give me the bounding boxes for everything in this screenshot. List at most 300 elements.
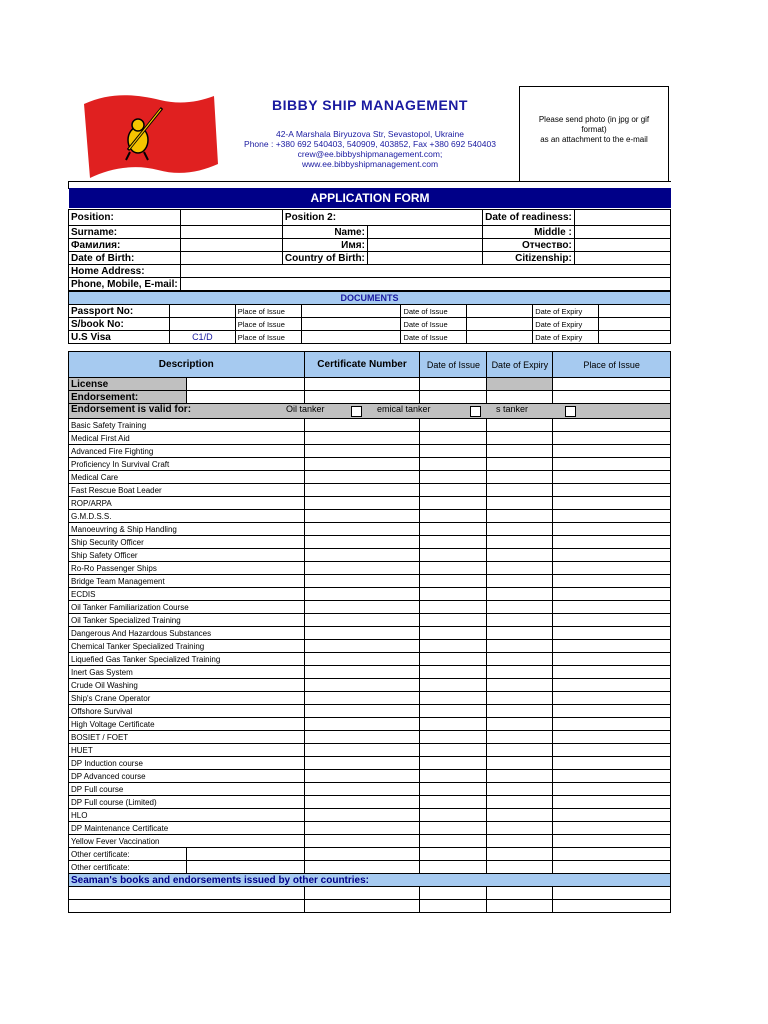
other-certificate-2-place[interactable] — [553, 861, 671, 874]
course-name: Ro-Ro Passenger Ships — [69, 562, 305, 575]
course-doe-input[interactable] — [487, 601, 553, 614]
company-address: 42-A Marshala Biryuzova Str, Sevastopol, Ukraine — [275, 129, 465, 139]
course-doi-input[interactable] — [420, 679, 487, 692]
middle-label: Middle : — [483, 226, 575, 239]
course-number-input[interactable] — [304, 484, 420, 497]
course-doi-input[interactable] — [420, 614, 487, 627]
course-name: DP Full course (Limited) — [69, 796, 305, 809]
course-place-input[interactable] — [553, 562, 671, 575]
other-certificate-1-doi[interactable] — [420, 848, 487, 861]
familiya-label: Фамилия: — [69, 239, 181, 252]
course-place-input[interactable] — [553, 705, 671, 718]
course-doe-input[interactable] — [487, 510, 553, 523]
course-number-input[interactable] — [304, 614, 420, 627]
course-number-input[interactable] — [304, 458, 420, 471]
course-name: DP Full course — [69, 783, 305, 796]
course-doi-input[interactable] — [420, 419, 487, 432]
course-number-input[interactable] — [304, 653, 420, 666]
course-doe-input[interactable] — [487, 640, 553, 653]
course-place-input[interactable] — [553, 614, 671, 627]
course-name: Advanced Fire Fighting — [69, 445, 305, 458]
course-place-input[interactable] — [553, 419, 671, 432]
course-place-input[interactable] — [553, 744, 671, 757]
course-row — [69, 601, 671, 614]
sbook-doe-input[interactable] — [599, 318, 671, 331]
course-place-input[interactable] — [553, 445, 671, 458]
course-name: DP Maintenance Certificate — [69, 822, 305, 835]
course-doe-input[interactable] — [487, 653, 553, 666]
course-doe-input[interactable] — [487, 614, 553, 627]
course-place-input[interactable] — [553, 692, 671, 705]
oil-tanker-label: Oil tanker — [286, 404, 325, 414]
name-input[interactable] — [367, 226, 482, 239]
course-name: DP Induction course — [69, 757, 305, 770]
surname-label: Surname: — [69, 226, 181, 239]
course-number-input[interactable] — [304, 835, 420, 848]
other-certificate-1-place[interactable] — [553, 848, 671, 861]
sbook-place-label: Place of Issue — [235, 318, 301, 331]
visa-type[interactable]: C1/D — [169, 331, 235, 344]
course-name: Basic Safety Training — [69, 419, 305, 432]
course-row — [69, 835, 671, 848]
course-name: Ship Safety Officer — [69, 549, 305, 562]
course-doe-input[interactable] — [487, 731, 553, 744]
date-of-issue-header: Date of Issue — [420, 352, 487, 378]
course-name: Manoeuvring & Ship Handling — [69, 523, 305, 536]
course-place-input[interactable] — [553, 523, 671, 536]
course-place-input[interactable] — [553, 718, 671, 731]
course-row — [69, 718, 671, 731]
course-name: Ship's Crane Operator — [69, 692, 305, 705]
course-number-input[interactable] — [304, 718, 420, 731]
course-row — [69, 731, 671, 744]
course-name: Medical First Aid — [69, 432, 305, 445]
course-number-input[interactable] — [304, 445, 420, 458]
course-doe-input[interactable] — [487, 419, 553, 432]
visa-place-input[interactable] — [301, 331, 401, 344]
other-certificate-2-doe[interactable] — [487, 861, 553, 874]
course-name: Crude Oil Washing — [69, 679, 305, 692]
course-number-input[interactable] — [304, 588, 420, 601]
other-certificate-1-doe[interactable] — [487, 848, 553, 861]
passport-doe-label: Date of Expiry — [533, 305, 599, 318]
endorsement-place-input[interactable] — [553, 391, 671, 404]
course-row — [69, 757, 671, 770]
passport-input[interactable] — [169, 305, 235, 318]
course-name: Oil Tanker Specialized Training — [69, 614, 305, 627]
course-doe-input[interactable] — [487, 835, 553, 848]
license-doe-input[interactable] — [487, 378, 553, 391]
endorsement-label: Endorsement: — [69, 391, 187, 404]
phone-mobile-input[interactable] — [180, 278, 670, 291]
name-label: Name: — [282, 226, 367, 239]
seaman-books-row-2-doe[interactable] — [487, 900, 553, 913]
course-place-input[interactable] — [553, 484, 671, 497]
course-place-input[interactable] — [553, 731, 671, 744]
place-of-issue-header: Place of Issue — [553, 352, 671, 378]
course-place-input[interactable] — [553, 822, 671, 835]
course-doe-input[interactable] — [487, 588, 553, 601]
visa-doe-label: Date of Expiry — [533, 331, 599, 344]
course-doe-input[interactable] — [487, 458, 553, 471]
course-number-input[interactable] — [304, 692, 420, 705]
course-name: Offshore Survival — [69, 705, 305, 718]
photo-note-line1: Please send photo (in jpg or gif — [538, 115, 650, 124]
endorsement-valid-label: Endorsement is valid for: — [71, 404, 192, 415]
otchestvo-input[interactable] — [574, 239, 670, 252]
company-email: crew@ee.bibbyshipmanagement.com; — [297, 149, 443, 159]
course-doi-input[interactable] — [420, 627, 487, 640]
course-place-input[interactable] — [553, 458, 671, 471]
course-number-input[interactable] — [304, 770, 420, 783]
course-number-input[interactable] — [304, 471, 420, 484]
course-row — [69, 445, 671, 458]
course-doe-input[interactable] — [487, 822, 553, 835]
course-row — [69, 497, 671, 510]
seaman-books-row-1-place[interactable] — [553, 887, 671, 900]
documents-section-title: DOCUMENTS — [69, 292, 671, 305]
course-doe-input[interactable] — [487, 484, 553, 497]
course-number-input[interactable] — [304, 783, 420, 796]
endorsement-number-input[interactable] — [304, 391, 420, 404]
course-doi-input[interactable] — [420, 744, 487, 757]
course-row — [69, 614, 671, 627]
license-number-input[interactable] — [304, 378, 420, 391]
other-certificate-2-input[interactable] — [186, 861, 304, 874]
form-title: APPLICATION FORM — [69, 188, 671, 208]
seaman-books-row-1[interactable] — [69, 887, 305, 900]
course-name: G.M.D.S.S. — [69, 510, 305, 523]
sbook-doi-label: Date of Issue — [401, 318, 467, 331]
course-place-input[interactable] — [553, 471, 671, 484]
course-number-input[interactable] — [304, 536, 420, 549]
course-place-input[interactable] — [553, 796, 671, 809]
documents-table — [68, 291, 671, 344]
course-row — [69, 471, 671, 484]
dob-input[interactable] — [180, 252, 282, 265]
course-number-input[interactable] — [304, 796, 420, 809]
certificates-table — [68, 351, 671, 913]
course-number-input[interactable] — [304, 419, 420, 432]
course-number-input[interactable] — [304, 822, 420, 835]
imya-label: Имя: — [282, 239, 367, 252]
course-row — [69, 770, 671, 783]
course-place-input[interactable] — [553, 679, 671, 692]
course-doi-input[interactable] — [420, 510, 487, 523]
course-place-input[interactable] — [553, 536, 671, 549]
course-doi-input[interactable] — [420, 588, 487, 601]
course-doi-input[interactable] — [420, 497, 487, 510]
course-row — [69, 744, 671, 757]
course-row — [69, 640, 671, 653]
course-doe-input[interactable] — [487, 692, 553, 705]
home-address-label: Home Address: — [69, 265, 181, 278]
course-row — [69, 536, 671, 549]
course-doi-input[interactable] — [420, 484, 487, 497]
otchestvo-label: Отчество: — [483, 239, 575, 252]
course-name: Fast Rescue Boat Leader — [69, 484, 305, 497]
course-doi-input[interactable] — [420, 822, 487, 835]
course-doe-input[interactable] — [487, 432, 553, 445]
familiya-input[interactable] — [180, 239, 282, 252]
seaman-books-row-1-number[interactable] — [304, 887, 420, 900]
citizenship-input[interactable] — [574, 252, 670, 265]
course-row — [69, 458, 671, 471]
other-certificate-1-number[interactable] — [304, 848, 420, 861]
course-doe-input[interactable] — [487, 627, 553, 640]
other-certificate-2-number[interactable] — [304, 861, 420, 874]
course-doe-input[interactable] — [487, 497, 553, 510]
course-row — [69, 692, 671, 705]
course-name: DP Advanced course — [69, 770, 305, 783]
course-doi-input[interactable] — [420, 471, 487, 484]
visa-doi-input[interactable] — [467, 331, 533, 344]
chemical-tanker-checkbox[interactable] — [470, 406, 481, 417]
course-number-input[interactable] — [304, 744, 420, 757]
gas-tanker-checkbox[interactable] — [565, 406, 576, 417]
course-row — [69, 562, 671, 575]
course-name: HLO — [69, 809, 305, 822]
course-doi-input[interactable] — [420, 757, 487, 770]
course-number-input[interactable] — [304, 666, 420, 679]
course-doe-input[interactable] — [487, 575, 553, 588]
course-place-input[interactable] — [553, 510, 671, 523]
cob-input[interactable] — [367, 252, 482, 265]
course-row — [69, 588, 671, 601]
license-label: License — [69, 378, 187, 391]
course-number-input[interactable] — [304, 640, 420, 653]
course-name: Yellow Fever Vaccination — [69, 835, 305, 848]
course-row — [69, 419, 671, 432]
seaman-books-row-2[interactable] — [69, 900, 305, 913]
course-number-input[interactable] — [304, 757, 420, 770]
visa-doe-input[interactable] — [599, 331, 671, 344]
dob-label: Date of Birth: — [69, 252, 181, 265]
home-address-input[interactable] — [180, 265, 670, 278]
course-row — [69, 575, 671, 588]
course-name: HUET — [69, 744, 305, 757]
course-place-input[interactable] — [553, 640, 671, 653]
course-number-input[interactable] — [304, 510, 420, 523]
description-header: Description — [69, 352, 305, 378]
course-place-input[interactable] — [553, 666, 671, 679]
course-number-input[interactable] — [304, 497, 420, 510]
other-certificate-2-label: Other certificate: — [69, 861, 187, 874]
personal-info-table — [68, 209, 671, 291]
header-divider — [68, 181, 671, 182]
course-doe-input[interactable] — [487, 757, 553, 770]
course-place-input[interactable] — [553, 575, 671, 588]
course-row — [69, 627, 671, 640]
course-row — [69, 705, 671, 718]
course-number-input[interactable] — [304, 523, 420, 536]
course-place-input[interactable] — [553, 497, 671, 510]
position-input[interactable] — [180, 210, 282, 226]
course-doi-input[interactable] — [420, 432, 487, 445]
company-website: www.ee.bibbyshipmanagement.com — [301, 159, 439, 169]
course-row — [69, 809, 671, 822]
course-number-input[interactable] — [304, 575, 420, 588]
course-number-input[interactable] — [304, 731, 420, 744]
course-doi-input[interactable] — [420, 653, 487, 666]
course-doe-input[interactable] — [487, 718, 553, 731]
citizenship-label: Citizenship: — [483, 252, 575, 265]
passport-place-label: Place of Issue — [235, 305, 301, 318]
course-name: ROP/ARPA — [69, 497, 305, 510]
course-doi-input[interactable] — [420, 458, 487, 471]
course-place-input[interactable] — [553, 783, 671, 796]
course-doi-input[interactable] — [420, 601, 487, 614]
course-place-input[interactable] — [553, 549, 671, 562]
course-number-input[interactable] — [304, 432, 420, 445]
course-place-input[interactable] — [553, 770, 671, 783]
course-doe-input[interactable] — [487, 536, 553, 549]
visa-doi-label: Date of Issue — [401, 331, 467, 344]
course-doi-input[interactable] — [420, 549, 487, 562]
course-row — [69, 523, 671, 536]
endorsement-doi-input[interactable] — [420, 391, 487, 404]
course-doe-input[interactable] — [487, 549, 553, 562]
course-place-input[interactable] — [553, 432, 671, 445]
course-name: Liquefied Gas Tanker Specialized Training — [69, 653, 305, 666]
course-doi-input[interactable] — [420, 770, 487, 783]
course-row — [69, 783, 671, 796]
course-row — [69, 679, 671, 692]
course-place-input[interactable] — [553, 601, 671, 614]
license-desc-input[interactable] — [186, 378, 304, 391]
course-doe-input[interactable] — [487, 679, 553, 692]
photo-note-line2: format) — [581, 125, 607, 134]
course-doe-input[interactable] — [487, 770, 553, 783]
passport-doe-input[interactable] — [599, 305, 671, 318]
course-doe-input[interactable] — [487, 523, 553, 536]
course-doe-input[interactable] — [487, 796, 553, 809]
license-place-input[interactable] — [553, 378, 671, 391]
sbook-input[interactable] — [169, 318, 235, 331]
readiness-input[interactable] — [574, 210, 670, 226]
company-phone: Phone : +380 692 540403, 540909, 403852, Fax +380 692 540403 — [244, 139, 496, 149]
course-number-input[interactable] — [304, 705, 420, 718]
course-name: ECDIS — [69, 588, 305, 601]
course-doi-input[interactable] — [420, 718, 487, 731]
license-doi-input[interactable] — [420, 378, 487, 391]
course-place-input[interactable] — [553, 627, 671, 640]
certificate-number-header: Certificate Number — [304, 352, 420, 378]
course-number-input[interactable] — [304, 549, 420, 562]
course-row — [69, 796, 671, 809]
photo-box[interactable] — [519, 86, 669, 182]
course-doi-input[interactable] — [420, 692, 487, 705]
course-number-input[interactable] — [304, 601, 420, 614]
course-number-input[interactable] — [304, 562, 420, 575]
course-doi-input[interactable] — [420, 835, 487, 848]
company-contact — [225, 129, 515, 169]
visa-label: U.S Visa — [69, 331, 170, 344]
course-row — [69, 653, 671, 666]
course-doi-input[interactable] — [420, 666, 487, 679]
course-doi-input[interactable] — [420, 562, 487, 575]
course-number-input[interactable] — [304, 627, 420, 640]
course-name: Medical Care — [69, 471, 305, 484]
passport-place-input[interactable] — [301, 305, 401, 318]
sbook-doe-label: Date of Expiry — [533, 318, 599, 331]
seaman-books-row-2-place[interactable] — [553, 900, 671, 913]
course-name: Oil Tanker Familiarization Course — [69, 601, 305, 614]
course-doi-input[interactable] — [420, 783, 487, 796]
course-doe-input[interactable] — [487, 744, 553, 757]
cob-label: Country of Birth: — [282, 252, 367, 265]
course-name: High Voltage Certificate — [69, 718, 305, 731]
course-number-input[interactable] — [304, 809, 420, 822]
course-doe-input[interactable] — [487, 471, 553, 484]
course-place-input[interactable] — [553, 809, 671, 822]
other-certificate-1-input[interactable] — [186, 848, 304, 861]
course-place-input[interactable] — [553, 653, 671, 666]
course-doi-input[interactable] — [420, 640, 487, 653]
endorsement-doe-input[interactable] — [487, 391, 553, 404]
course-doi-input[interactable] — [420, 796, 487, 809]
course-place-input[interactable] — [553, 757, 671, 770]
course-name: Ship Security Officer — [69, 536, 305, 549]
visa-place-label: Place of Issue — [235, 331, 301, 344]
course-row — [69, 432, 671, 445]
surname-input[interactable] — [180, 226, 282, 239]
course-name: Proficiency In Survival Craft — [69, 458, 305, 471]
course-doi-input[interactable] — [420, 705, 487, 718]
seaman-books-title: Seaman's books and endorsements issued by other countries: — [69, 874, 671, 887]
seaman-books-row-2-number[interactable] — [304, 900, 420, 913]
course-doi-input[interactable] — [420, 731, 487, 744]
course-doe-input[interactable] — [487, 666, 553, 679]
passport-doi-label: Date of Issue — [401, 305, 467, 318]
course-doe-input[interactable] — [487, 445, 553, 458]
course-number-input[interactable] — [304, 679, 420, 692]
course-doe-input[interactable] — [487, 705, 553, 718]
seaman-books-row-1-doe[interactable] — [487, 887, 553, 900]
course-row — [69, 549, 671, 562]
course-doe-input[interactable] — [487, 562, 553, 575]
course-doi-input[interactable] — [420, 523, 487, 536]
course-row — [69, 822, 671, 835]
seaman-books-row-2-doi[interactable] — [420, 900, 487, 913]
course-row — [69, 510, 671, 523]
endorsement-desc-input[interactable] — [186, 391, 304, 404]
course-doi-input[interactable] — [420, 575, 487, 588]
date-of-expiry-header: Date of Expiry — [487, 352, 553, 378]
course-doi-input[interactable] — [420, 536, 487, 549]
passport-doi-input[interactable] — [467, 305, 533, 318]
company-name: BIBBY SHIP MANAGEMENT — [272, 97, 468, 113]
course-doi-input[interactable] — [420, 445, 487, 458]
sbook-doi-input[interactable] — [467, 318, 533, 331]
course-place-input[interactable] — [553, 588, 671, 601]
endorsement-valid-row — [69, 404, 671, 419]
course-doe-input[interactable] — [487, 783, 553, 796]
phone-mobile-label: Phone, Mobile, E-mail: — [69, 278, 181, 291]
sbook-place-input[interactable] — [301, 318, 401, 331]
course-doe-input[interactable] — [487, 809, 553, 822]
oil-tanker-checkbox[interactable] — [351, 406, 362, 417]
course-place-input[interactable] — [553, 835, 671, 848]
seaman-books-row-1-doi[interactable] — [420, 887, 487, 900]
middle-input[interactable] — [574, 226, 670, 239]
course-doi-input[interactable] — [420, 809, 487, 822]
imya-input[interactable] — [367, 239, 482, 252]
position2-label: Position 2: — [282, 210, 482, 226]
photo-note-line3: as an attachment to the e-mail — [540, 135, 648, 144]
company-flag-logo — [80, 90, 220, 182]
other-certificate-2-doi[interactable] — [420, 861, 487, 874]
